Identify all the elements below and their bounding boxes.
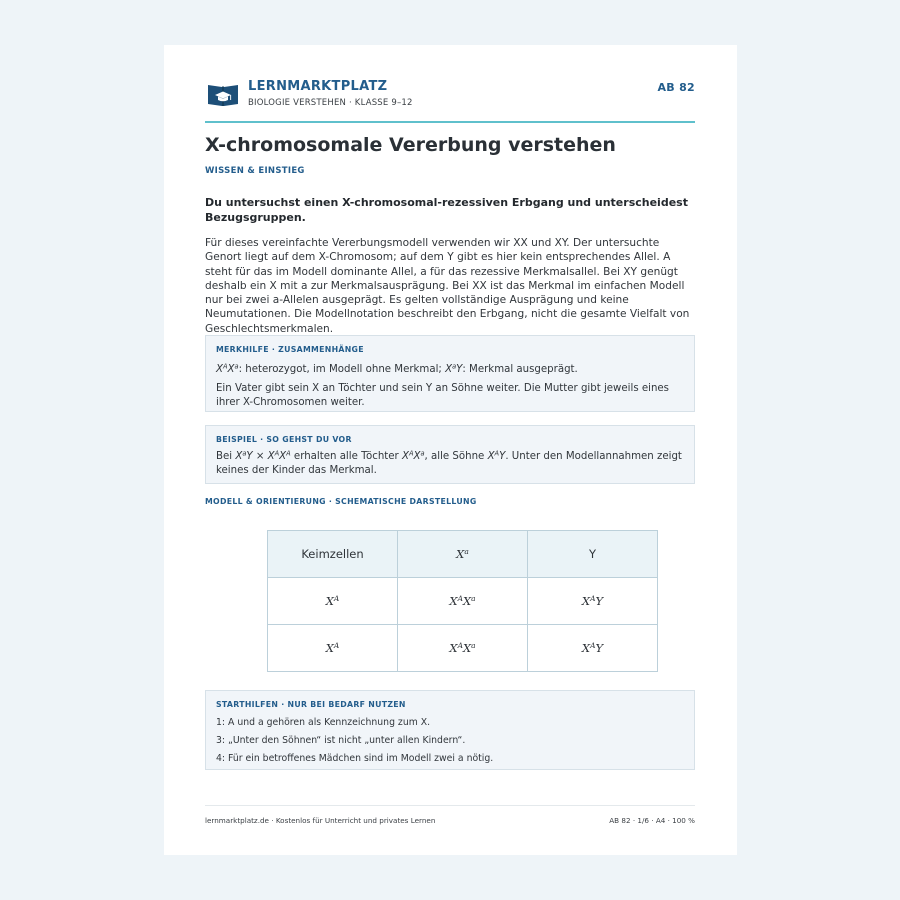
worksheet-page xyxy=(164,45,737,855)
hint-item: 1: A und a gehören als Kennzeichnung zum X. xyxy=(216,717,431,728)
merkhilfe-line-2: Ein Vater gibt sein X an Töchter und sein Y an Söhne weiter. Die Mutter gibt jeweils eines ihrer X-Chromosomen weiter. xyxy=(216,383,669,408)
worksheet-code: AB 82 xyxy=(657,81,695,94)
table-row xyxy=(268,578,658,625)
graduation-cap-icon xyxy=(207,81,239,107)
footer-divider xyxy=(205,805,695,806)
beispiel-label: BEISPIEL · SO GEHST DU VOR xyxy=(216,435,352,444)
punnett-header-cell: $X^a$ xyxy=(398,531,528,578)
punnett-row-header: $X^A$ xyxy=(268,625,398,672)
page-title: X-chromosomale Vererbung verstehen xyxy=(205,134,616,156)
beispiel-text: Bei $X^aY \times X^AX^A$ erhalten alle Töchter $X^AX^a$, alle Söhne $X^AY$. Unter den Modellannahmen zeigt keines der Kinder das Merkmal. xyxy=(216,449,682,476)
punnett-cell: $X^AX^a$ xyxy=(398,578,528,625)
merkhilfe-box xyxy=(205,335,695,412)
hint-item: 3: „Unter den Söhnen“ ist nicht „unter allen Kindern“. xyxy=(216,735,466,746)
punnett-square xyxy=(267,530,658,672)
brand-subtitle: BIOLOGIE VERSTEHEN · KLASSE 9–12 xyxy=(248,98,413,108)
page-header xyxy=(205,78,695,122)
punnett-cell: $X^AY$ xyxy=(528,578,658,625)
body-text: Für dieses vereinfachte Vererbungsmodell verwenden wir XX und XY. Der untersuchte Genort liegt auf dem X-Chromosom; auf dem Y gibt es hier kein entsprechendes Allel. A steht für das im Modell dominante Allel, a für das rezessive Merkmalsallel. Bei XY genügt deshalb ein X mit a zur Merkmalsausprägung. Bei XX ist das Merkmal im einfachen Modell nur bei zwei a-Allelen ausgeprägt. Es gelten vollständige Ausprägung und keine Neumutationen. Die Modellnotation beschreibt den Erbgang, nicht die gesamte Vielfalt von Geschlechtsmerkmalen. xyxy=(205,237,690,335)
footer-page-info: AB 82 · 1/6 · A4 · 100 % xyxy=(609,816,695,825)
starthilfen-label: STARTHILFEN · NUR BEI BEDARF NUTZEN xyxy=(216,700,406,709)
beispiel-box xyxy=(205,425,695,484)
hint-item: 4: Für ein betroffenes Mädchen sind im Modell zwei a nötig. xyxy=(216,753,494,764)
footer-left: lernmarktplatz.de · Kostenlos für Unterricht und privates Lernen xyxy=(205,816,436,825)
brand-name: LERNMARKTPLATZ xyxy=(248,79,388,94)
table-row xyxy=(268,625,658,672)
table-row xyxy=(268,531,658,578)
page-content xyxy=(205,45,695,855)
punnett-corner-cell: Keimzellen xyxy=(268,531,398,578)
merkhilfe-label: MERKHILFE · ZUSAMMENHÄNGE xyxy=(216,345,364,354)
punnett-cell: $X^AY$ xyxy=(528,625,658,672)
lead-text: Du untersuchst einen X-chromosomal-rezessiven Erbgang und unterscheidest Bezugsgruppen. xyxy=(205,196,688,224)
punnett-row-header: $X^A$ xyxy=(268,578,398,625)
section-kicker: WISSEN & EINSTIEG xyxy=(205,166,305,176)
punnett-cell: $X^AX^a$ xyxy=(398,625,528,672)
header-divider xyxy=(205,121,695,123)
merkhilfe-line-1: $X^AX^a$: heterozygot, im Modell ohne Merkmal; $X^aY$: Merkmal ausgeprägt. xyxy=(216,362,578,375)
punnett-header-cell: Y xyxy=(528,531,658,578)
starthilfen-box xyxy=(205,690,695,770)
model-section-label: MODELL & ORIENTIERUNG · SCHEMATISCHE DARSTELLUNG xyxy=(205,497,477,506)
